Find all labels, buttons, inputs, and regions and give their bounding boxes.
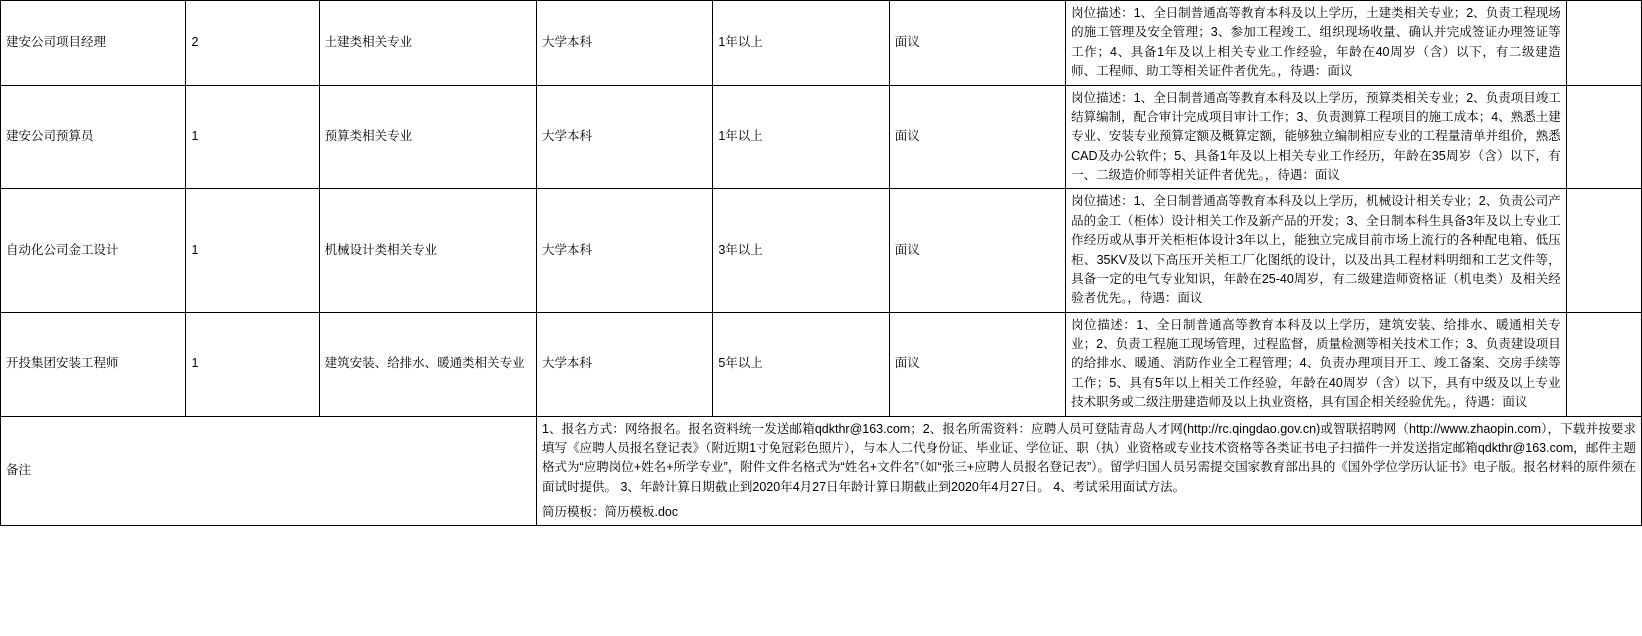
cell-description: 岗位描述：1、全日制普通高等教育本科及以上学历，土建类相关专业；2、负责工程现场的施工管理及安全管理；3、参加工程竣工、组织现场收量、确认并完成签证办理签证等工作；4、具备1年及以上相关专业工作经验，年龄在40周岁（含）以下，有二级建造师、工程师、助工等相关证件者优先。，待遇：面议 bbox=[1066, 1, 1567, 86]
cell-salary: 面议 bbox=[889, 312, 1065, 416]
cell-empty bbox=[1566, 189, 1641, 312]
resume-template-link[interactable]: 简历模板：简历模板.doc bbox=[541, 505, 679, 519]
cell-empty bbox=[1566, 1, 1641, 86]
cell-post: 开投集团安装工程师 bbox=[1, 312, 186, 416]
remark-label: 备注 bbox=[1, 416, 537, 526]
cell-major: 机械设计类相关专业 bbox=[319, 189, 536, 312]
cell-description: 岗位描述：1、全日制普通高等教育本科及以上学历，机械设计相关专业；2、负责公司产品的金工（柜体）设计相关工作及新产品的开发；3、全日制本科生具备3年及以上专业工作经历或从事开关柜柜体设计3年以上，能独立完成目前市场上流行的各种配电箱、低压柜、35KV及以下高压开关柜工厂化图纸的设计，以及出具工程材料明细和工艺文件等，具备一定的电气专业知识，年龄在25-40周岁，有二级建造师资格证（机电类）及相关经验者优先。，待遇：面议 bbox=[1066, 189, 1567, 312]
cell-education: 大学本科 bbox=[536, 189, 712, 312]
cell-education: 大学本科 bbox=[536, 312, 712, 416]
cell-major: 预算类相关专业 bbox=[319, 85, 536, 189]
remark-row bbox=[1, 416, 1642, 526]
remark-body bbox=[536, 416, 1641, 526]
cell-description: 岗位描述：1、全日制普通高等教育本科及以上学历，预算类相关专业；2、负责项目竣工结算编制，配合审计完成项目审计工作；3、负责测算工程项目的施工成本；4、熟悉土建专业、安装专业预算定额及概算定额，能够独立编制相应专业的工程量清单并组价，熟悉CAD及办公软件；5、具备1年及以上相关专业工作经历，年龄在35周岁（含）以下，有一、二级造价师等相关证件者优先。，待遇：面议 bbox=[1066, 85, 1567, 189]
remark-paragraph: 1、报名方式：网络报名。报名资料统一发送邮箱qdkthr@163.com；2、报名所需资料：应聘人员可登陆青岛人才网(http://rc.qingdao.gov.cn)或智联招聘网（http://www.zhaopin.com），下载并按要求填写《应聘人员报名登记表》（附近期1寸免冠彩色照片），与本人二代身份证、毕业证、学位证、职（执）业资格或专业技术资格等各类证书电子扫描件一并发送指定邮箱qdkthr@163.com，邮件主题格式为“应聘岗位+姓名+所学专业”，附件文件名格式为“姓名+文件名”（如“张三+应聘人员报名登记表”）。留学归国人员另需提交国家教育部出具的《国外学位学历认证书》电子版。报名材料的原件须在面试时提供。 3、年龄计算日期截止到2020年4月27日年龄计算日期截止到2020年4月27日。 4、考试采用面试方法。 bbox=[541, 421, 1636, 494]
cell-empty bbox=[1566, 312, 1641, 416]
cell-empty bbox=[1566, 85, 1641, 189]
cell-experience: 3年以上 bbox=[713, 189, 889, 312]
cell-salary: 面议 bbox=[889, 1, 1065, 86]
cell-number: 1 bbox=[186, 312, 319, 416]
cell-post: 建安公司预算员 bbox=[1, 85, 186, 189]
cell-number: 1 bbox=[186, 85, 319, 189]
cell-salary: 面议 bbox=[889, 189, 1065, 312]
table-row bbox=[1, 189, 1642, 312]
cell-major: 建筑安装、给排水、暖通类相关专业 bbox=[319, 312, 536, 416]
cell-post: 自动化公司金工设计 bbox=[1, 189, 186, 312]
cell-experience: 1年以上 bbox=[713, 1, 889, 86]
cell-experience: 5年以上 bbox=[713, 312, 889, 416]
cell-description: 岗位描述：1、全日制普通高等教育本科及以上学历，建筑安装、给排水、暖通相关专业；2、负责工程施工现场管理，过程监督，质量检测等相关技术工作；3、负责建设项目的给排水、暖通、消防作业全工程管理；4、负责办理项目开工、竣工备案、交房手续等工作；5、具有5年以上相关工作经验，年龄在40周岁（含）以下，具有中级及以上专业技术职务或二级注册建造师及以上执业资格，具有国企相关经验优先。，待遇：面议 bbox=[1066, 312, 1567, 416]
cell-number: 2 bbox=[186, 1, 319, 86]
cell-education: 大学本科 bbox=[536, 1, 712, 86]
cell-post: 建安公司项目经理 bbox=[1, 1, 186, 86]
table-row bbox=[1, 1, 1642, 86]
cell-experience: 1年以上 bbox=[713, 85, 889, 189]
table-row bbox=[1, 312, 1642, 416]
table-row bbox=[1, 85, 1642, 189]
cell-salary: 面议 bbox=[889, 85, 1065, 189]
cell-major: 土建类相关专业 bbox=[319, 1, 536, 86]
cell-number: 1 bbox=[186, 189, 319, 312]
cell-education: 大学本科 bbox=[536, 85, 712, 189]
